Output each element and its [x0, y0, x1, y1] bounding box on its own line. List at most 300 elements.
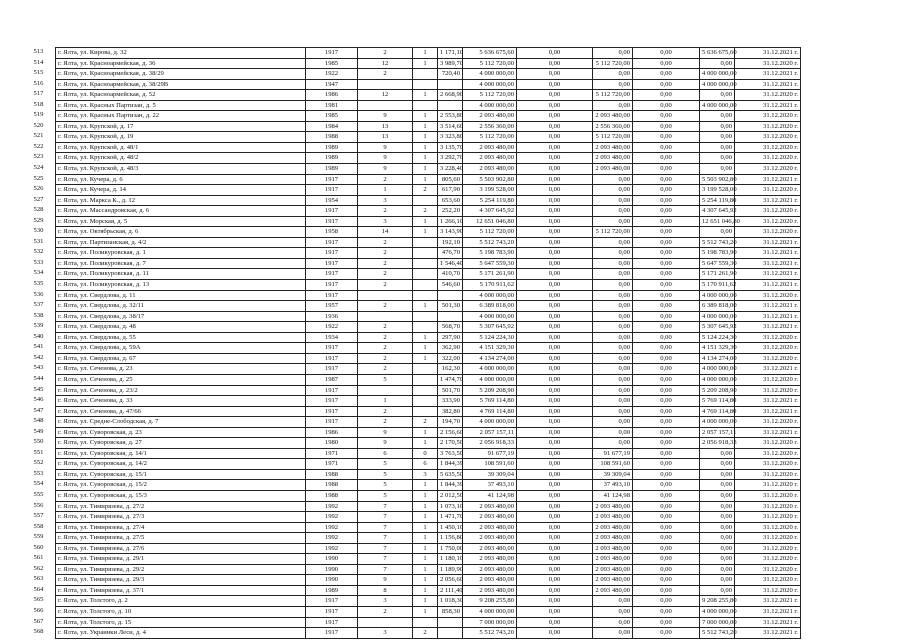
address-cell: г. Ялта, ул. Тимирязева, д. 27/5 — [56, 533, 306, 544]
total-cost-cell: 5 209 208,90 — [463, 385, 517, 396]
area-cell: 362,90 — [438, 343, 463, 354]
cost-col-3-cell: 0,00 — [593, 628, 633, 639]
entrances-cell: 1 — [413, 174, 438, 185]
area-cell: 1 844,39 — [438, 459, 463, 470]
area-cell: 3 323,80 — [438, 132, 463, 143]
floors-cell: 13 — [358, 121, 413, 132]
total-cost-cell: 9 208 255,80 — [463, 596, 517, 607]
table-row — [56, 79, 860, 90]
floors-cell: 9 — [358, 153, 413, 164]
cost-col-4-cell: 0,00 — [633, 227, 700, 238]
cost-col-3-cell: 0,00 — [593, 69, 633, 80]
entrances-cell — [413, 280, 438, 291]
year-cell: 1922 — [306, 69, 358, 80]
address-cell: г. Ялта, ул. Средне-Слободская, д. 7 — [56, 417, 306, 428]
year-cell: 1992 — [306, 533, 358, 544]
cost-col-5-cell: 0,00 — [700, 522, 735, 533]
cost-col-4-cell: 0,00 — [633, 142, 700, 153]
address-cell: г. Ялта, ул. Красноармейская, д. 38/29 — [56, 69, 306, 80]
deadline-cell: 31.12.2020 г. — [735, 227, 801, 238]
floors-cell: 2 — [358, 269, 413, 280]
entrances-cell: 1 — [413, 111, 438, 122]
table-row — [56, 69, 860, 80]
entrances-cell: 2 — [413, 417, 438, 428]
entrances-cell: 1 — [413, 164, 438, 175]
cost-col-2-cell: 0,00 — [517, 406, 593, 417]
entrances-cell: 2 — [413, 628, 438, 639]
total-cost-cell: 2 093 480,00 — [463, 543, 517, 554]
cost-col-5-cell: 5 171 261,90 — [700, 269, 735, 280]
year-cell: 1989 — [306, 153, 358, 164]
year-cell: 1917 — [306, 206, 358, 217]
cost-col-4-cell: 0,00 — [633, 512, 700, 523]
cost-col-5-cell: 3 199 528,00 — [700, 185, 735, 196]
cost-col-3-cell: 2 093 480,00 — [593, 554, 633, 565]
cost-col-3-cell: 0,00 — [593, 79, 633, 90]
floors-cell: 12 — [358, 90, 413, 101]
cost-col-4-cell: 0,00 — [633, 385, 700, 396]
total-cost-cell: 2 093 480,00 — [463, 142, 517, 153]
deadline-cell: 31.12.2020 г. — [735, 132, 801, 143]
area-cell: 3 292,70 — [438, 153, 463, 164]
deadline-cell: 31.12.2020 г. — [735, 353, 801, 364]
year-cell: 1987 — [306, 374, 358, 385]
table-row — [56, 396, 860, 407]
year-cell: 1954 — [306, 195, 358, 206]
total-cost-cell: 4 134 274,00 — [463, 353, 517, 364]
area-cell: 252,20 — [438, 206, 463, 217]
total-cost-cell: 91 677,19 — [463, 448, 517, 459]
cost-col-2-cell: 0,00 — [517, 290, 593, 301]
cost-col-5-cell: 0,00 — [700, 543, 735, 554]
table-row — [56, 248, 860, 259]
year-cell: 1992 — [306, 512, 358, 523]
cost-col-3-cell: 0,00 — [593, 596, 633, 607]
deadline-cell: 31.12.2020 г. — [735, 533, 801, 544]
area-cell: 1 073,10 — [438, 501, 463, 512]
address-cell: г. Ялта, ул. Крупской, д. 48/3 — [56, 164, 306, 175]
cost-col-2-cell: 0,00 — [517, 269, 593, 280]
deadline-cell: 31.12.2021 г. — [735, 322, 801, 333]
row-number: 518 — [33, 100, 44, 108]
year-cell: 1989 — [306, 164, 358, 175]
cost-col-2-cell: 0,00 — [517, 142, 593, 153]
cost-col-5-cell: 0,00 — [700, 153, 735, 164]
address-cell: г. Ялта, ул. Тимирязева, д. 29/3 — [56, 575, 306, 586]
row-number: 563 — [33, 575, 44, 583]
cost-col-2-cell: 0,00 — [517, 132, 593, 143]
deadline-cell: 31.12.2020 г. — [735, 575, 801, 586]
cost-col-2-cell: 0,00 — [517, 512, 593, 523]
deadline-cell: 31.12.2020 г. — [735, 480, 801, 491]
cost-col-5-cell: 4 134 274,00 — [700, 353, 735, 364]
cost-col-4-cell: 0,00 — [633, 79, 700, 90]
floors-cell: 2 — [358, 48, 413, 59]
cost-col-4-cell: 0,00 — [633, 374, 700, 385]
cost-col-4-cell: 0,00 — [633, 58, 700, 69]
address-cell: г. Ялта, ул. Поликуровская, д. 1 — [56, 248, 306, 259]
deadline-cell: 31.12.2020 г. — [735, 374, 801, 385]
row-number: 525 — [33, 174, 44, 182]
table-row — [56, 448, 860, 459]
address-cell: г. Ялта, ул. Красноармейская, д. 52 — [56, 90, 306, 101]
row-number: 520 — [33, 121, 44, 129]
housing-register-table — [55, 47, 860, 639]
table-row — [56, 290, 860, 301]
row-number: 562 — [33, 564, 44, 572]
cost-col-5-cell: 5 636 675,60 — [700, 48, 735, 59]
row-number: 559 — [33, 533, 44, 541]
cost-col-4-cell: 0,00 — [633, 111, 700, 122]
area-cell: 3 135,70 — [438, 142, 463, 153]
cost-col-4-cell: 0,00 — [633, 417, 700, 428]
entrances-cell: 1 — [413, 564, 438, 575]
cost-col-3-cell: 0,00 — [593, 364, 633, 375]
row-number: 524 — [33, 164, 44, 172]
entrances-cell — [413, 617, 438, 628]
cost-col-4-cell: 0,00 — [633, 258, 700, 269]
floors-cell: 2 — [358, 417, 413, 428]
entrances-cell: 1 — [413, 153, 438, 164]
cost-col-3-cell: 0,00 — [593, 290, 633, 301]
table-row — [56, 142, 860, 153]
cost-col-5-cell: 0,00 — [700, 142, 735, 153]
area-cell — [438, 290, 463, 301]
floors-cell: 9 — [358, 111, 413, 122]
table-row — [56, 417, 860, 428]
row-number: 527 — [33, 195, 44, 203]
entrances-cell: 1 — [413, 596, 438, 607]
deadline-cell: 31.12.2020 г. — [735, 142, 801, 153]
cost-col-2-cell: 0,00 — [517, 490, 593, 501]
area-cell: 3 989,70 — [438, 58, 463, 69]
address-cell: г. Ялта, ул. Крупской, д. 19 — [56, 132, 306, 143]
row-number: 526 — [33, 185, 44, 193]
cost-col-4-cell: 0,00 — [633, 90, 700, 101]
table-row — [56, 174, 860, 185]
address-cell: г. Ялта, ул. Морская, д. 5 — [56, 216, 306, 227]
entrances-cell: 1 — [413, 90, 438, 101]
floors-cell: 9 — [358, 427, 413, 438]
address-cell: г. Ялта, ул. Красных Партизан, д. 5 — [56, 100, 306, 111]
cost-col-2-cell: 0,00 — [517, 332, 593, 343]
total-cost-cell: 4 000 000,00 — [463, 417, 517, 428]
address-cell: г. Ялта, ул. Толстого, д. 15 — [56, 617, 306, 628]
floors-cell: 7 — [358, 512, 413, 523]
year-cell: 1990 — [306, 575, 358, 586]
entrances-cell — [413, 322, 438, 333]
area-cell: 858,30 — [438, 606, 463, 617]
year-cell: 1917 — [306, 364, 358, 375]
table-row — [56, 575, 860, 586]
entrances-cell — [413, 258, 438, 269]
row-number: 550 — [33, 438, 44, 446]
cost-col-2-cell: 0,00 — [517, 480, 593, 491]
cost-col-3-cell: 0,00 — [593, 322, 633, 333]
year-cell: 1917 — [306, 290, 358, 301]
total-cost-cell: 2 093 480,00 — [463, 512, 517, 523]
entrances-cell: 1 — [413, 512, 438, 523]
area-cell: 1 546,40 — [438, 258, 463, 269]
table-row — [56, 237, 860, 248]
area-cell: 1 266,10 — [438, 216, 463, 227]
cost-col-4-cell: 0,00 — [633, 269, 700, 280]
year-cell: 1980 — [306, 438, 358, 449]
cost-col-5-cell: 6 389 818,00 — [700, 301, 735, 312]
entrances-cell — [413, 269, 438, 280]
entrances-cell: 6 — [413, 459, 438, 470]
cost-col-3-cell: 2 093 480,00 — [593, 522, 633, 533]
year-cell: 1917 — [306, 269, 358, 280]
year-cell: 1917 — [306, 237, 358, 248]
floors-cell: 2 — [358, 322, 413, 333]
cost-col-4-cell: 0,00 — [633, 185, 700, 196]
address-cell: г. Ялта, ул. Свердлова, д. 32/11 — [56, 301, 306, 312]
cost-col-5-cell: 4 151 329,30 — [700, 343, 735, 354]
row-number: 554 — [33, 480, 44, 488]
entrances-cell — [413, 237, 438, 248]
total-cost-cell: 5 512 743,20 — [463, 237, 517, 248]
cost-col-2-cell: 0,00 — [517, 353, 593, 364]
cost-col-4-cell: 0,00 — [633, 554, 700, 565]
table-row — [56, 427, 860, 438]
row-number: 558 — [33, 522, 44, 530]
floors-cell: 14 — [358, 227, 413, 238]
row-number: 517 — [33, 90, 44, 98]
deadline-cell: 31.12.2020 г. — [735, 543, 801, 554]
row-number: 548 — [33, 417, 44, 425]
cost-col-3-cell: 0,00 — [593, 248, 633, 259]
cost-col-2-cell: 0,00 — [517, 564, 593, 575]
row-number: 514 — [33, 58, 44, 66]
deadline-cell: 31.12.2021 г. — [735, 248, 801, 259]
cost-col-2-cell: 0,00 — [517, 100, 593, 111]
floors-cell: 3 — [358, 628, 413, 639]
row-number: 535 — [33, 280, 44, 288]
table-row — [56, 195, 860, 206]
cost-col-3-cell: 0,00 — [593, 258, 633, 269]
total-cost-cell: 2 093 480,00 — [463, 564, 517, 575]
table-row — [56, 132, 860, 143]
floors-cell: 9 — [358, 438, 413, 449]
total-cost-cell: 2 093 480,00 — [463, 164, 517, 175]
total-cost-cell: 4 000 000,00 — [463, 290, 517, 301]
area-cell: 1 180,10 — [438, 554, 463, 565]
area-cell: 3 514,60 — [438, 121, 463, 132]
deadline-cell: 31.12.2020 г. — [735, 343, 801, 354]
cost-col-2-cell: 0,00 — [517, 111, 593, 122]
cost-col-5-cell: 4 000 000,00 — [700, 100, 735, 111]
area-cell: 2 668,90 — [438, 90, 463, 101]
cost-col-5-cell: 4 307 645,92 — [700, 206, 735, 217]
deadline-cell: 31.12.2020 г. — [735, 385, 801, 396]
cost-col-5-cell: 5 170 911,62 — [700, 280, 735, 291]
cost-col-3-cell: 2 093 480,00 — [593, 501, 633, 512]
floors-cell: 7 — [358, 522, 413, 533]
deadline-cell: 31.12.2020 г. — [735, 459, 801, 470]
cost-col-5-cell: 5 503 902,80 — [700, 174, 735, 185]
year-cell: 1990 — [306, 554, 358, 565]
area-cell — [438, 79, 463, 90]
entrances-cell: 1 — [413, 142, 438, 153]
cost-col-5-cell: 0,00 — [700, 480, 735, 491]
area-cell: 1 018,30 — [438, 596, 463, 607]
cost-col-4-cell: 0,00 — [633, 427, 700, 438]
year-cell: 1992 — [306, 543, 358, 554]
area-cell: 322,00 — [438, 353, 463, 364]
cost-col-2-cell: 0,00 — [517, 164, 593, 175]
floors-cell: 3 — [358, 195, 413, 206]
table-row — [56, 385, 860, 396]
total-cost-cell: 2 093 480,00 — [463, 501, 517, 512]
address-cell: г. Ялта, ул. Красных Партизан, д. 22 — [56, 111, 306, 122]
deadline-cell: 31.12.2020 г. — [735, 185, 801, 196]
entrances-cell: 1 — [413, 132, 438, 143]
row-number: 515 — [33, 69, 44, 77]
row-number: 533 — [33, 258, 44, 266]
cost-col-4-cell: 0,00 — [633, 248, 700, 259]
floors-cell: 7 — [358, 533, 413, 544]
table-row — [56, 343, 860, 354]
cost-col-5-cell: 5 254 119,80 — [700, 195, 735, 206]
cost-col-2-cell: 0,00 — [517, 48, 593, 59]
year-cell: 1917 — [306, 216, 358, 227]
address-cell: г. Ялта, ул. Сеченова, д. 33 — [56, 396, 306, 407]
total-cost-cell: 2 093 480,00 — [463, 585, 517, 596]
cost-col-4-cell: 0,00 — [633, 121, 700, 132]
cost-col-5-cell: 0,00 — [700, 585, 735, 596]
cost-col-2-cell: 0,00 — [517, 427, 593, 438]
cost-col-4-cell: 0,00 — [633, 490, 700, 501]
entrances-cell: 1 — [413, 554, 438, 565]
cost-col-5-cell: 0,00 — [700, 90, 735, 101]
area-cell: 3 763,50 — [438, 448, 463, 459]
total-cost-cell: 4 769 114,80 — [463, 406, 517, 417]
floors-cell: 7 — [358, 543, 413, 554]
year-cell: 1917 — [306, 353, 358, 364]
cost-col-3-cell: 41 124,98 — [593, 490, 633, 501]
total-cost-cell: 108 591,60 — [463, 459, 517, 470]
year-cell: 1917 — [306, 258, 358, 269]
cost-col-3-cell: 0,00 — [593, 195, 633, 206]
deadline-cell: 31.12.2021 г. — [735, 301, 801, 312]
address-cell: г. Ялта, ул. Крупской, д. 48/1 — [56, 142, 306, 153]
table-row — [56, 543, 860, 554]
area-cell: 382,80 — [438, 406, 463, 417]
area-cell: 333,90 — [438, 396, 463, 407]
total-cost-cell: 2 057 157,11 — [463, 427, 517, 438]
table-body — [56, 48, 860, 639]
cost-col-2-cell: 0,00 — [517, 596, 593, 607]
cost-col-4-cell: 0,00 — [633, 164, 700, 175]
area-cell: 194,70 — [438, 417, 463, 428]
cost-col-5-cell: 0,00 — [700, 575, 735, 586]
cost-col-3-cell: 0,00 — [593, 396, 633, 407]
entrances-cell: 3 — [413, 469, 438, 480]
year-cell: 1917 — [306, 606, 358, 617]
entrances-cell: 1 — [413, 121, 438, 132]
total-cost-cell: 2 556 360,00 — [463, 121, 517, 132]
address-cell: г. Ялта, ул. Свердлова, д. 48 — [56, 322, 306, 333]
table-row — [56, 111, 860, 122]
floors-cell: 5 — [358, 480, 413, 491]
total-cost-cell: 4 000 000,00 — [463, 69, 517, 80]
year-cell: 1917 — [306, 417, 358, 428]
total-cost-cell: 4 000 000,00 — [463, 606, 517, 617]
table-row — [56, 501, 860, 512]
deadline-cell: 31.12.2020 г. — [735, 121, 801, 132]
address-cell: г. Ялта, ул. Суворовская, д. 15/2 — [56, 480, 306, 491]
floors-cell: 5 — [358, 469, 413, 480]
floors-cell — [358, 617, 413, 628]
cost-col-5-cell: 5 512 743,20 — [700, 237, 735, 248]
cost-col-4-cell: 0,00 — [633, 343, 700, 354]
cost-col-3-cell: 0,00 — [593, 237, 633, 248]
year-cell: 1988 — [306, 490, 358, 501]
area-cell: 1 171,10 — [438, 48, 463, 59]
cost-col-3-cell: 0,00 — [593, 374, 633, 385]
year-cell: 1917 — [306, 617, 358, 628]
row-number: 528 — [33, 206, 44, 214]
cost-col-2-cell: 0,00 — [517, 206, 593, 217]
floors-cell: 5 — [358, 490, 413, 501]
cost-col-5-cell: 4 000 000,00 — [700, 417, 735, 428]
cost-col-5-cell: 0,00 — [700, 512, 735, 523]
floors-cell: 12 — [358, 58, 413, 69]
address-cell: г. Ялта, ул. Кирова, д. 32 — [56, 48, 306, 59]
area-cell: 2 111,40 — [438, 585, 463, 596]
cost-col-5-cell: 5 769 114,80 — [700, 396, 735, 407]
cost-col-5-cell: 5 198 783,90 — [700, 248, 735, 259]
cost-col-2-cell: 0,00 — [517, 237, 593, 248]
deadline-cell: 31.12.2021 г. — [735, 427, 801, 438]
cost-col-4-cell: 0,00 — [633, 206, 700, 217]
year-cell: 1985 — [306, 111, 358, 122]
cost-col-2-cell: 0,00 — [517, 153, 593, 164]
deadline-cell: 31.12.2020 г. — [735, 216, 801, 227]
address-cell: г. Ялта, ул. Суворовская, д. 15/3 — [56, 490, 306, 501]
total-cost-cell: 5 170 911,62 — [463, 280, 517, 291]
address-cell: г. Ялта, ул. Поликуровская, д. 13 — [56, 280, 306, 291]
year-cell: 1957 — [306, 301, 358, 312]
cost-col-2-cell: 0,00 — [517, 628, 593, 639]
row-number: 567 — [33, 617, 44, 625]
deadline-cell: 31.12.2020 г. — [735, 417, 801, 428]
address-cell: г. Ялта, ул. Сеченова, д. 23/2 — [56, 385, 306, 396]
cost-col-4-cell: 0,00 — [633, 311, 700, 322]
deadline-cell: 31.12.2021 г. — [735, 606, 801, 617]
year-cell: 1936 — [306, 311, 358, 322]
cost-col-3-cell: 5 112 720,00 — [593, 58, 633, 69]
cost-col-5-cell: 0,00 — [700, 501, 735, 512]
cost-col-3-cell: 0,00 — [593, 280, 633, 291]
cost-col-3-cell: 39 309,04 — [593, 469, 633, 480]
table-row — [56, 153, 860, 164]
deadline-cell: 31.12.2020 г. — [735, 522, 801, 533]
cost-col-3-cell: 91 677,19 — [593, 448, 633, 459]
year-cell: 1917 — [306, 185, 358, 196]
year-cell: 1981 — [306, 100, 358, 111]
cost-col-2-cell: 0,00 — [517, 311, 593, 322]
cost-col-3-cell: 37 493,10 — [593, 480, 633, 491]
deadline-cell: 31.12.2021 г. — [735, 195, 801, 206]
cost-col-5-cell: 5 124 224,30 — [700, 332, 735, 343]
area-cell: 2 056,60 — [438, 575, 463, 586]
floors-cell — [358, 100, 413, 111]
row-number: 521 — [33, 132, 44, 140]
row-number: 552 — [33, 459, 44, 467]
cost-col-4-cell: 0,00 — [633, 575, 700, 586]
